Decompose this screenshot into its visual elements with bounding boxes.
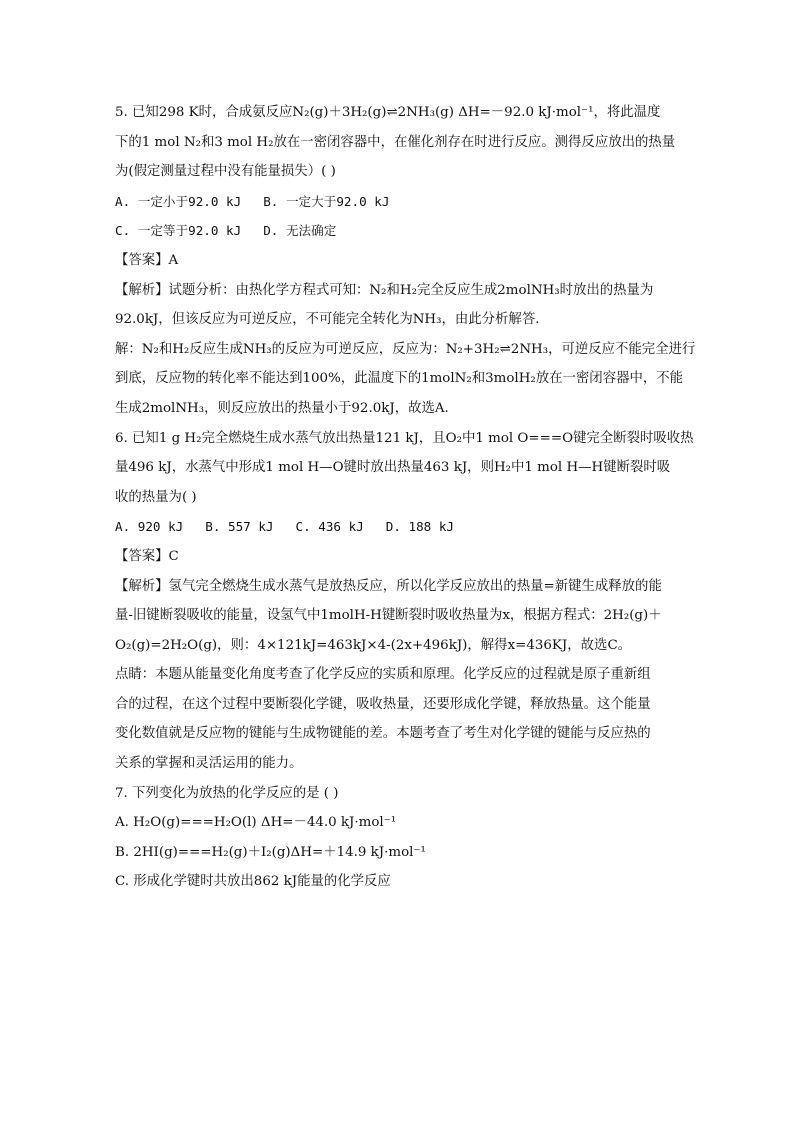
- q6-analysis-line-5: 合的过程，在这个过程中要断裂化学键，吸收热量，还要形成化学键，释放热量。这个能量: [115, 696, 651, 712]
- q5-analysis-line-3: 解：N₂和H₂反应生成NH₃的反应为可逆反应，反应为：N₂+3H₂⇌2NH₃，可逆反应不能完全进行: [115, 341, 696, 357]
- q6-analysis-line-2: 量-旧键断裂吸收的能量，设氢气中1molH-H键断裂时吸收热量为x，根据方程式：2H₂(g)＋: [115, 608, 662, 624]
- q6-option-b: B. 557 kJ: [205, 519, 274, 535]
- q6-analysis-line-1: 【解析】氢气完全燃烧生成水蒸气是放热反应，所以化学反应放出的热量=新键生成释放的能: [115, 578, 662, 594]
- q7-line-1: 7. 下列变化为放热的化学反应的是 ( ): [115, 785, 339, 801]
- q6-answer: 【答案】C: [115, 548, 179, 564]
- q5-option-d: D. 无法确定: [263, 223, 337, 239]
- document-content: [115, 98, 696, 897]
- q5-line-2: 下的1 mol N₂和3 mol H₂放在一密闭容器中，在催化剂存在时进行反应。测得反应放出的热量: [115, 134, 676, 150]
- q5-line-3: 为(假定测量过程中没有能量损失）( ): [115, 164, 336, 180]
- q5-option-c: C. 一定等于92.0 kJ: [115, 223, 242, 239]
- q7-option-b: B. 2HI(g)===H₂(g)＋I₂(g)ΔH=＋14.9 kJ·mol⁻¹: [115, 844, 426, 860]
- q5-option-b: B. 一定大于92.0 kJ: [263, 193, 390, 209]
- q6-analysis-line-4: 点睛：本题从能量变化角度考查了化学反应的实质和原理。化学反应的过程就是原子重新组: [115, 667, 651, 683]
- q6-analysis-line-3: O₂(g)=2H₂O(g)，则：4×121kJ=463kJ×4-(2x+496kJ)，解得x=436KJ，故选C。: [115, 637, 632, 653]
- q6-option-c: C. 436 kJ: [295, 519, 364, 535]
- q6-options-row: [115, 512, 675, 542]
- q6-line-1: 6. 已知1 g H₂完全燃烧生成水蒸气放出热量121 kJ，且O₂中1 mol O===O键完全断裂时吸收热: [115, 430, 694, 446]
- q7-option-c: C. 形成化学键时共放出862 kJ能量的化学反应: [115, 874, 391, 890]
- q6-line-2: 量496 kJ，水蒸气中形成1 mol H—O键时放出热量463 kJ，则H₂中1 mol H—H键断裂时吸: [115, 460, 671, 476]
- q5-options-row-1: [115, 187, 675, 217]
- q6-option-a: A. 920 kJ: [115, 519, 184, 535]
- q5-analysis-line-1: 【解析】试题分析：由热化学方程式可知：N₂和H₂完全反应生成2molNH₃时放出的热量为: [115, 282, 654, 298]
- q5-option-a: A. 一定小于92.0 kJ: [115, 193, 242, 209]
- q5-analysis-line-2: 92.0kJ，但该反应为可逆反应，不可能完全转化为NH₃，由此分析解答.: [115, 312, 540, 328]
- q6-analysis-line-6: 变化数值就是反应物的键能与生成物键能的差。本题考查了考生对化学键的键能与反应热的: [115, 726, 651, 742]
- q6-option-d: D. 188 kJ: [385, 519, 454, 535]
- q7-option-a: A. H₂O(g)===H₂O(l) ΔH=－44.0 kJ·mol⁻¹: [115, 815, 397, 831]
- q5-analysis-line-5: 生成2molNH₃，则反应放出的热量小于92.0kJ，故选A.: [115, 400, 449, 416]
- q5-line-1: 5. 已知298 K时，合成氨反应N₂(g)＋3H₂(g)⇌2NH₃(g) ΔH=－92.0 kJ·mol⁻¹，将此温度: [115, 105, 661, 120]
- q5-analysis-line-4: 到底，反应物的转化率不能达到100%，此温度下的1molN₂和3molH₂放在一密闭容器中，不能: [115, 371, 684, 387]
- q6-analysis-line-7: 关系的掌握和灵活运用的能力。: [115, 756, 303, 772]
- q5-answer: 【答案】A: [115, 252, 179, 268]
- q5-options-row-2: [115, 216, 675, 246]
- q6-line-3: 收的热量为( ): [115, 489, 197, 505]
